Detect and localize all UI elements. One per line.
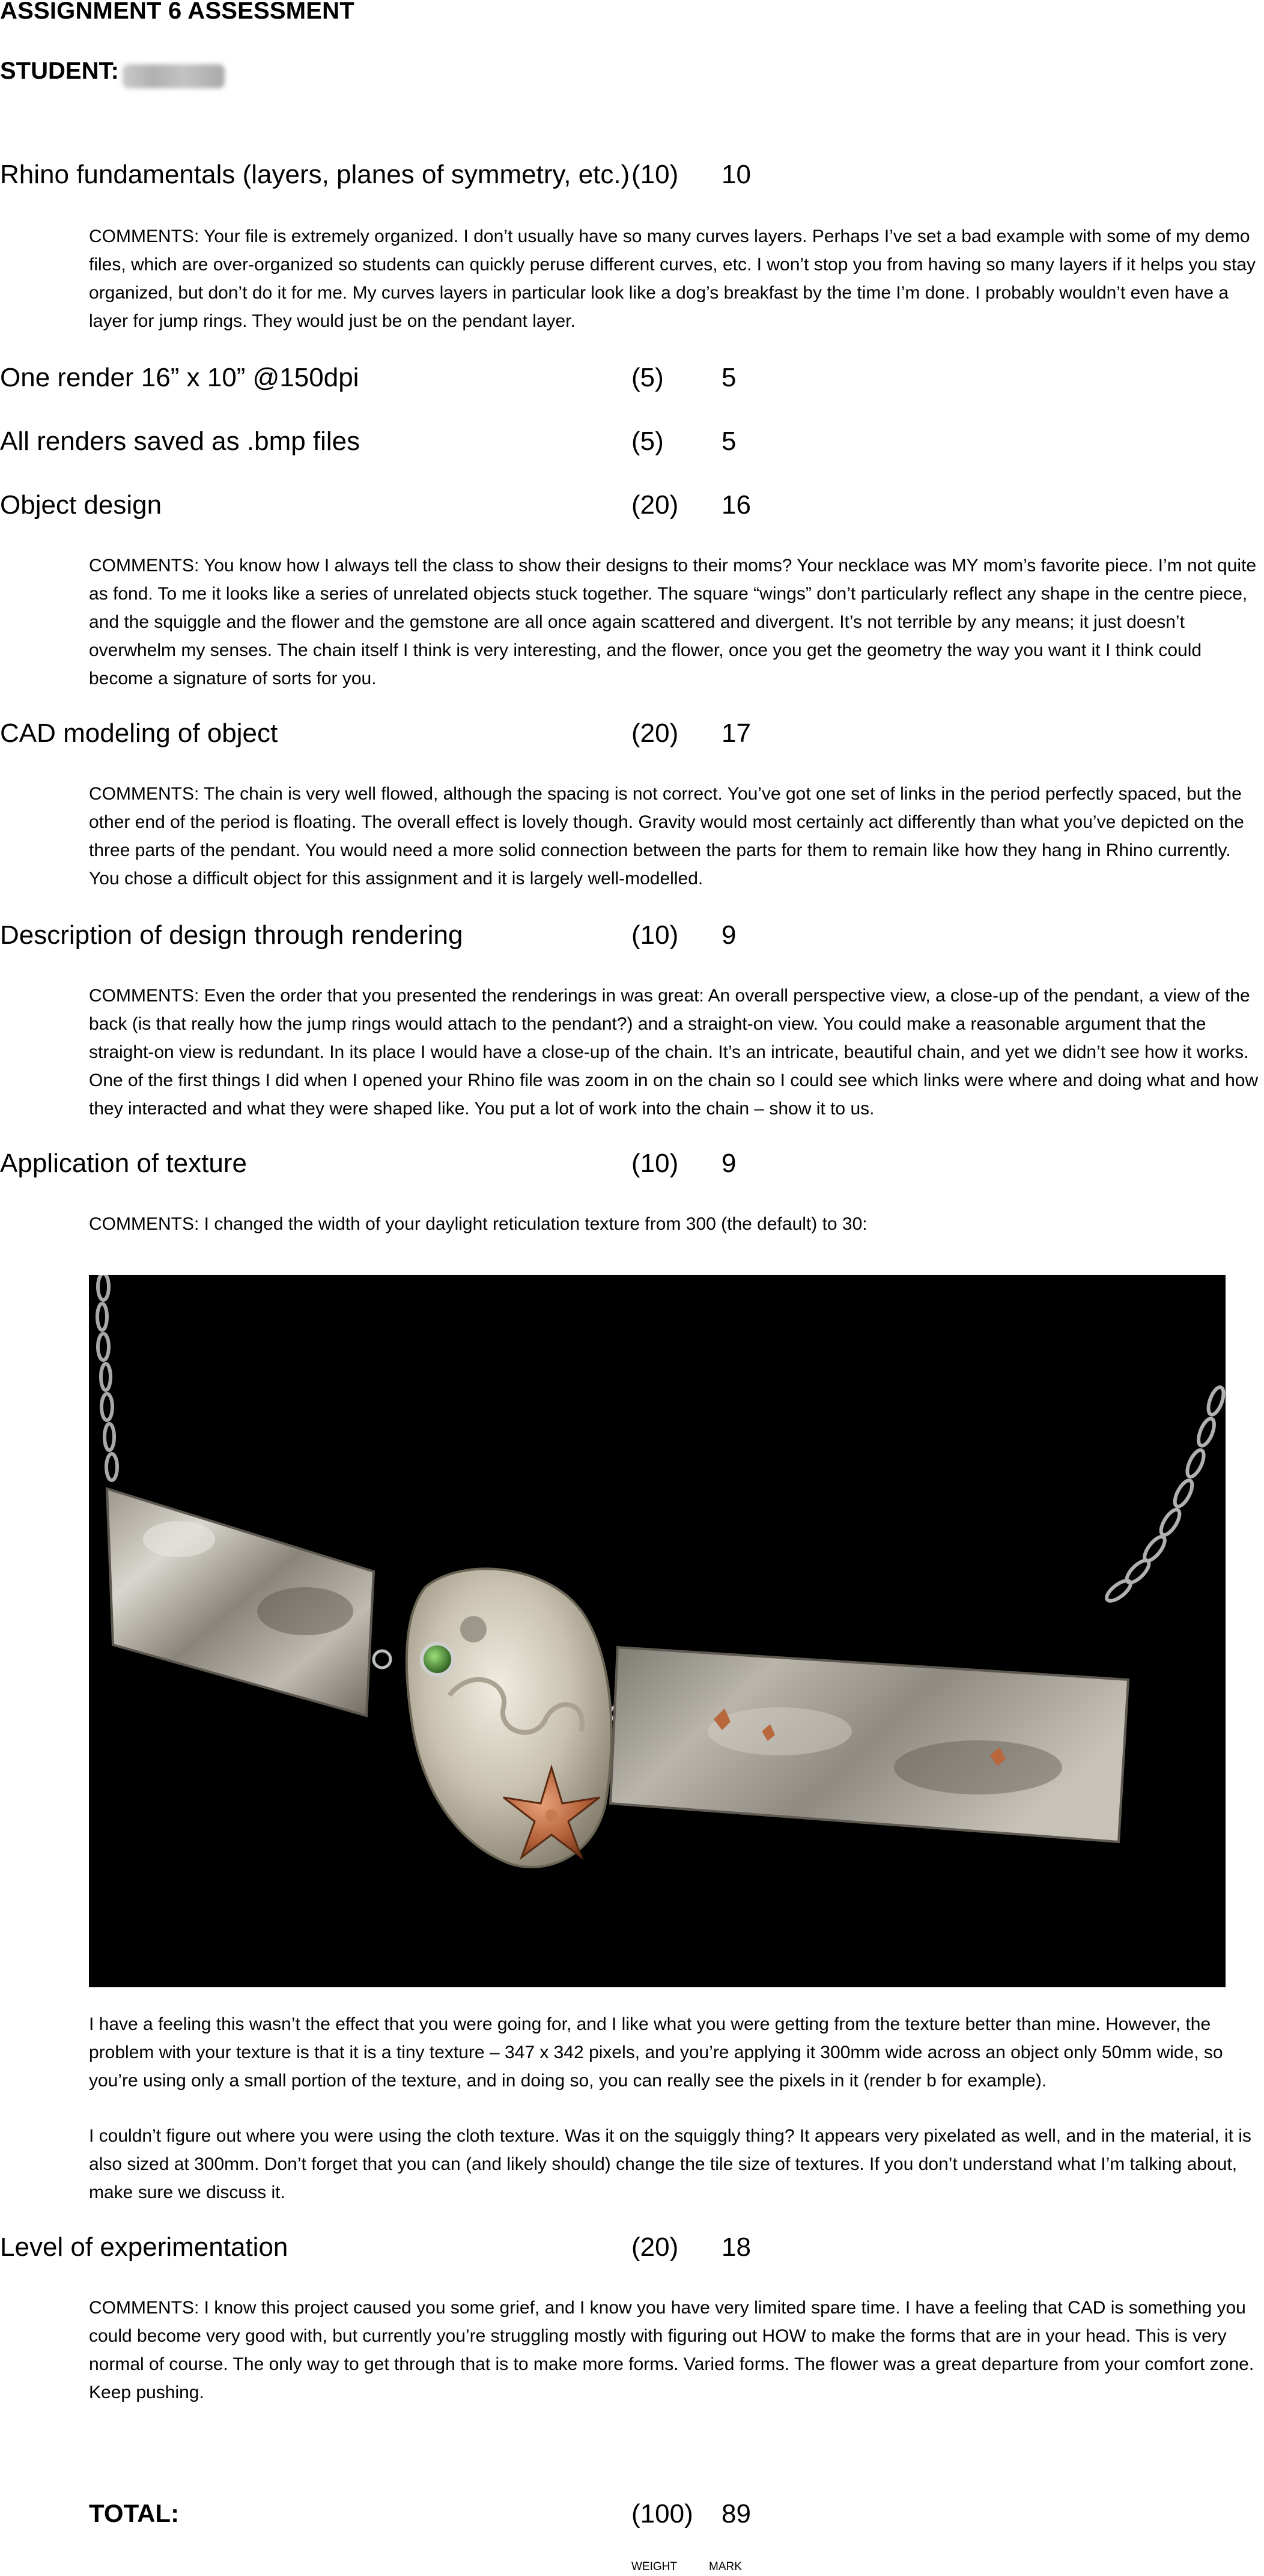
criterion-weight: (10) — [631, 920, 679, 950]
criterion-name: CAD modeling of object — [0, 718, 278, 748]
criterion-mark: 10 — [722, 160, 751, 189]
criterion-mark: 16 — [722, 490, 751, 520]
total-label: TOTAL: — [89, 2499, 180, 2527]
criterion-comment: COMMENTS: I know this project caused you some grief, and I know you have very limited spare time. I have a feeling that CAD is something you could become very good with, but currently you’re struggling mostly with figuring out HOW to make the forms that are in your head. This is very normal of course. The only way to get through that is to make more forms. Varied forms. The flower was a great departure from your comfort zone. Keep pushing. — [89, 2298, 1254, 2402]
criterion-name: One render 16” x 10” @150dpi — [0, 363, 359, 392]
criterion-weight: (10) — [631, 1149, 679, 1178]
student-label: STUDENT: — [0, 58, 119, 84]
criterion-mark: 9 — [722, 920, 737, 950]
criterion-weight: (20) — [631, 490, 679, 520]
criterion-comment: COMMENTS: Your file is extremely organized. I don’t usually have so many curves layers. Perhaps I’ve set a bad example with some of my demo files, which are over-organized so students can quickly peruse different curves, etc. I won’t stop you from having so many layers if it helps you stay organized, but don’t do it for me. My curves layers in particular look like a dog’s breakfast by the time I’m done. I probably wouldn’t even have a layer for jump rings. They would just be on the pendant layer. — [89, 226, 1256, 331]
criterion-mark: 18 — [722, 2232, 751, 2262]
criterion-weight: (20) — [631, 2232, 679, 2262]
criterion-mark: 5 — [722, 363, 737, 392]
criterion-name: Object design — [0, 490, 162, 520]
criterion-name: Rhino fundamentals (layers, planes of symmetry, etc.) — [0, 160, 630, 189]
criterion-mark: 9 — [722, 1149, 737, 1178]
necklace-render-image — [89, 1275, 1226, 1987]
criterion-comment: COMMENTS: You know how I always tell the class to show their designs to their moms? Your necklace was MY mom’s favorite piece. I’m not quite as fond. To me it looks like a series of unrelated objects stuck together. The square “wings” don’t particularly reflect any shape in the centre piece, and the squiggle and the flower and the gemstone are all once again scattered and divergent. It’s not terrible by any means; it just doesn’t overwhelm my senses. The chain itself I think is very interesting, and the flower, once you get the geometry the way you want it I think could become a signature of sorts for you. — [89, 556, 1257, 688]
criterion-name: Level of experimentation — [0, 2232, 288, 2262]
page-title: ASSIGNMENT 6 ASSESSMENT — [0, 0, 354, 24]
criterion-weight: (5) — [631, 427, 664, 456]
texture-comment-paragraph: I have a feeling this wasn’t the effect that you were going for, and I like what you were getting from the texture better than mine. However, the problem with your texture is that it is a tiny texture – 347 x 342 pixels, and you’re applying it 300mm wide across an object only 50mm wide, so you’re using only a small portion of the texture, and in doing so, you can really see the pixels in it (render b for example). — [89, 2014, 1223, 2091]
total-weight: (100) — [631, 2499, 693, 2529]
student-line — [0, 58, 225, 88]
criterion-comment: COMMENTS: The chain is very well flowed, although the spacing is not correct. You’ve got one set of links in the period perfectly spaced, but the other end of the period is floating. The overall effect is lovely though. Gravity would most certainly act differently than what you’ve depicted on the three parts of the pendant. You would need a more solid connection between the parts for them to remain like how they hang in Rhino currently. You chose a difficult object for this assignment and it is largely well-modelled. — [89, 784, 1244, 889]
criterion-weight: (20) — [631, 718, 679, 748]
gemstone — [422, 1644, 453, 1675]
criterion-mark: 17 — [722, 718, 751, 748]
criterion-name: All renders saved as .bmp files — [0, 427, 360, 456]
texture-comment-paragraph: I couldn’t figure out where you were using the cloth texture. Was it on the squiggly thing? It appears very pixelated as well, and in the material, it is also sized at 300mm. Don’t forget that you can (and likely should) change the tile size of textures. If you don’t understand what I’m talking about, make sure we discuss it. — [89, 2126, 1251, 2202]
necklace-render-illustration — [89, 1275, 1226, 1987]
criterion-mark: 5 — [722, 427, 737, 456]
criterion-name: Application of texture — [0, 1149, 247, 1178]
weight-column-label: WEIGHT — [631, 2560, 677, 2573]
criterion-name: Description of design through rendering — [0, 920, 463, 950]
criterion-weight: (5) — [631, 363, 664, 392]
total-mark: 89 — [722, 2499, 751, 2529]
student-name-redacted — [123, 64, 225, 88]
criterion-comment: COMMENTS: I changed the width of your daylight reticulation texture from 300 (the default) to 30: — [89, 1214, 867, 1234]
criterion-comment: COMMENTS: Even the order that you presented the renderings in was great: An overall perspective view, a close-up of the pendant, a view of the back (is that really how the jump rings would attach to the pendant?) and a straight-on view. You could make a reasonable argument that the straight-on view is redundant. In its place I would have a close-up of the chain. It’s an intricate, beautiful chain, and yet we didn’t see how it works. One of the first things I did when I opened your Rhino file was zoom in on the chain so I could see which links were where and doing what and how they interacted and what they were shaped like. You put a lot of work into the chain – show it to us. — [89, 986, 1259, 1119]
criterion-weight: (10) — [631, 160, 679, 189]
mark-column-label: MARK — [709, 2560, 742, 2573]
